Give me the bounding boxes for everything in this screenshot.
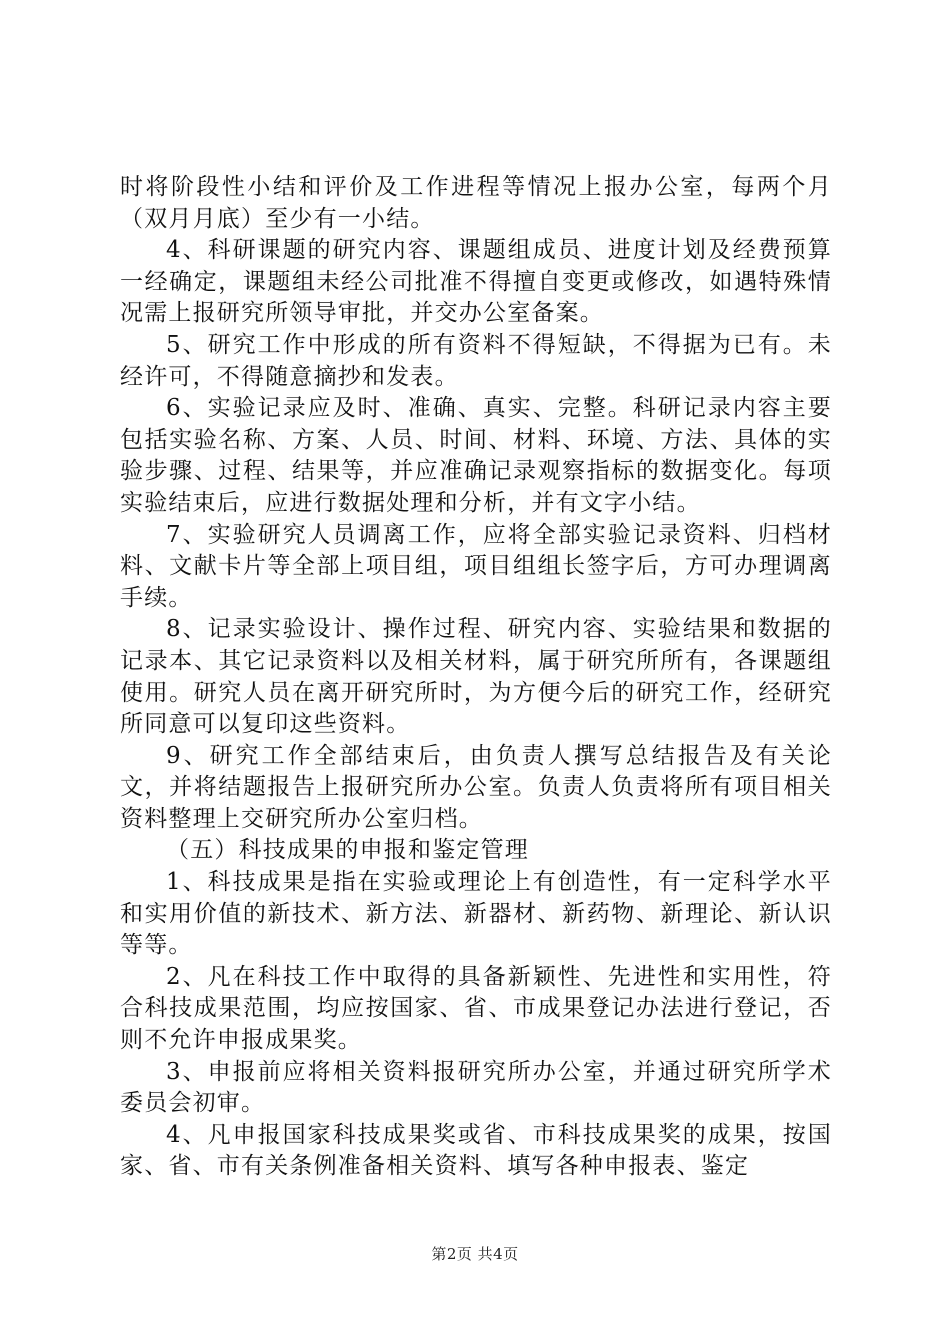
- paragraph-item-9: 9、研究工作全部结束后，由负责人撰写总结报告及有关论文，并将结题报告上报研究所办公室。负责人负责将所有项目相关资料整理上交研究所办公室归档。: [120, 742, 832, 832]
- paragraph-item-4: 4、科研课题的研究内容、课题组成员、进度计划及经费预算一经确定，课题组未经公司批准不得擅自变更或修改，如遇特殊情况需上报研究所领导审批，并交办公室备案。: [120, 237, 832, 327]
- paragraph-item-8: 8、记录实验设计、操作过程、研究内容、实验结果和数据的记录本、其它记录资料以及相关材料，属于研究所所有，各课题组使用。研究人员在离开研究所时，为方便今后的研究工作，经研究所同意可以复印这些资料。: [120, 616, 832, 738]
- paragraph-continuation: 时将阶段性小结和评价及工作进程等情况上报办公室，每两个月（双月月底）至少有一小结。: [120, 174, 832, 232]
- paragraph-item-4b: 4、凡申报国家科技成果奖或省、市科技成果奖的成果，按国家、省、市有关条例准备相关资料、填写各种申报表、鉴定: [120, 1121, 832, 1180]
- paragraph-item-5: 5、研究工作中形成的所有资料不得短缺，不得据为已有。未经许可，不得随意摘抄和发表。: [120, 331, 832, 390]
- paragraph-item-3: 3、申报前应将相关资料报研究所办公室，并通过研究所学术委员会初审。: [120, 1058, 832, 1117]
- section-heading: （五）科技成果的申报和鉴定管理: [166, 837, 529, 864]
- paragraph-item-2: 2、凡在科技工作中取得的具备新颖性、先进性和实用性，符合科技成果范围，均应按国家、省、市成果登记办法进行登记，否则不允许申报成果奖。: [120, 963, 832, 1054]
- page-footer: 第2页 共4页: [431, 1245, 519, 1263]
- paragraph-item-6: 6、实验记录应及时、准确、真实、完整。科研记录内容主要包括实验名称、方案、人员、时间、材料、环境、方法、具体的实验步骤、过程、结果等，并应准确记录观察指标的数据变化。每项实验结束后，应进行数据处理和分析，并有文字小结。: [120, 395, 832, 516]
- paragraph-item-1: 1、科技成果是指在实验或理论上有创造性，有一定科学水平和实用价值的新技术、新方法、新器材、新药物、新理论、新认识等等。: [120, 869, 832, 959]
- document-body: [120, 172, 832, 1183]
- paragraph-item-7: 7、实验研究人员调离工作，应将全部实验记录资料、归档材料、文献卡片等全部上项目组，项目组组长签字后，方可办理调离手续。: [120, 521, 832, 611]
